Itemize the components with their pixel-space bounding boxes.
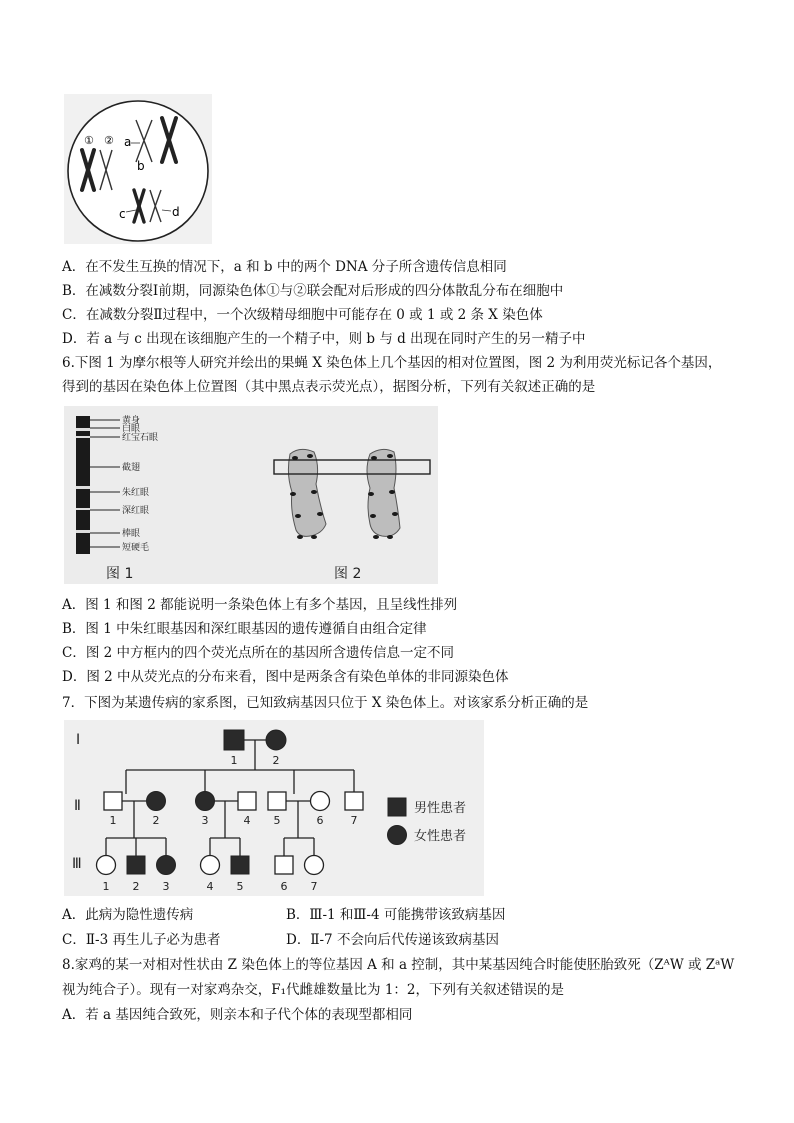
III-5-number: 5 bbox=[236, 880, 244, 893]
q6-option-b: B．图 1 中朱红眼基因和深红眼基因的遗传遵循自由组合定律 bbox=[62, 621, 427, 637]
legend-male-patient-icon bbox=[388, 798, 406, 816]
I-2-number: 2 bbox=[272, 754, 280, 767]
II-5-male bbox=[268, 792, 286, 810]
q6-figure bbox=[64, 406, 438, 584]
II-7-number: 7 bbox=[350, 814, 358, 827]
gene-label-6: 深红眼 bbox=[122, 506, 150, 516]
gene-label-8: 短硬毛 bbox=[122, 543, 150, 553]
q6-stem-line2: 得到的基因在染色体上位置图（其中黑点表示荧光点），据图分析，下列有关叙述正确的是 bbox=[62, 379, 596, 395]
fig1-caption: 图 1 bbox=[106, 566, 134, 582]
label-b: b bbox=[137, 159, 145, 173]
q6-option-d: D．图 2 中从荧光点的分布来看，图中是两条含有染色单体的非同源染色体 bbox=[62, 669, 509, 685]
II-2-number: 2 bbox=[152, 814, 160, 827]
q5-option-a: A．在不发生互换的情况下，a 和 b 中的两个 DNA 分子所含遗传信息相同 bbox=[62, 259, 507, 275]
III-4-number: 4 bbox=[206, 880, 214, 893]
III-2-affected-male bbox=[127, 856, 145, 874]
I-1-number: 1 bbox=[230, 754, 238, 767]
II-4-male bbox=[238, 792, 256, 810]
II-7-male bbox=[345, 792, 363, 810]
q7-stem: 7．下图为某遗传病的家系图，已知致病基因只位于 X 染色体上。对该家系分析正确的是 bbox=[62, 695, 589, 711]
gene-label-4: 截翅 bbox=[122, 463, 141, 473]
I-2-affected-female bbox=[266, 730, 286, 750]
gene-label-5: 朱红眼 bbox=[122, 488, 150, 498]
gen-label-1: Ⅰ bbox=[76, 732, 81, 748]
fig2-caption: 图 2 bbox=[334, 566, 362, 582]
q6-option-c: C．图 2 中方框内的四个荧光点所在的基因所含遗传信息一定不同 bbox=[62, 645, 455, 661]
III-6-male bbox=[275, 856, 293, 874]
q6-stem-line1: 6.下图 1 为摩尔根等人研究并绘出的果蝇 X 染色体上几个基因的相对位置图，图 2 为利用荧光标记各个基因， bbox=[62, 355, 722, 371]
II-5-number: 5 bbox=[273, 814, 281, 827]
II-6-female bbox=[311, 792, 330, 811]
q5-option-d: D．若 a 与 c 出现在该细胞产生的一个精子中，则 b 与 d 出现在同时产生的另一精子中 bbox=[62, 331, 586, 347]
label-2: ② bbox=[104, 134, 114, 147]
II-4-number: 4 bbox=[243, 814, 251, 827]
pedigree-chart bbox=[64, 720, 484, 896]
III-1-female bbox=[97, 856, 116, 875]
gene-label-3: 红宝石眼 bbox=[122, 433, 159, 443]
legend-female-patient-icon bbox=[388, 826, 407, 845]
II-2-affected-female bbox=[147, 792, 166, 811]
legend-male-patient: 男性患者 bbox=[414, 801, 467, 816]
fig1-chromosome bbox=[76, 416, 90, 554]
gene-label-7: 棒眼 bbox=[122, 529, 141, 539]
q5-option-c: C．在减数分裂Ⅱ过程中，一个次级精母细胞中可能存在 0 或 1 或 2 条 X 染色体 bbox=[62, 307, 543, 323]
III-5-affected-male bbox=[231, 856, 249, 874]
q8-option-a: A．若 a 基因纯合致死，则亲本和子代个体的表现型都相同 bbox=[62, 1007, 413, 1023]
III-6-number: 6 bbox=[280, 880, 288, 893]
III-7-number: 7 bbox=[310, 880, 318, 893]
cell-figure bbox=[64, 94, 212, 244]
q6-option-a: A．图 1 和图 2 都能说明一条染色体上有多个基因，且呈线性排列 bbox=[62, 597, 458, 613]
gen-label-2: Ⅱ bbox=[74, 798, 81, 814]
label-c: c bbox=[119, 207, 126, 221]
gene-label-1: 黄身 bbox=[122, 416, 141, 426]
gen-label-3: Ⅲ bbox=[72, 856, 82, 872]
q5-option-b: B．在减数分裂Ⅰ前期，同源染色体①与②联会配对后形成的四分体散乱分布在细胞中 bbox=[62, 283, 564, 299]
gene-label-2: 白眼 bbox=[122, 424, 141, 434]
q7-option-a: A．此病为隐性遗传病 bbox=[62, 907, 194, 923]
III-2-number: 2 bbox=[132, 880, 140, 893]
label-1: ① bbox=[84, 134, 94, 147]
III-3-affected-female bbox=[157, 856, 176, 875]
q7-option-b: B．Ⅲ-1 和Ⅲ-4 可能携带该致病基因 bbox=[286, 907, 506, 923]
legend-female-patient: 女性患者 bbox=[414, 829, 467, 844]
III-7-female bbox=[305, 856, 324, 875]
II-1-male bbox=[104, 792, 122, 810]
III-4-female bbox=[201, 856, 220, 875]
q8-stem-line2: 视为纯合子）。现有一对家鸡杂交，F₁代雌雄数量比为 1：2，下列有关叙述错误的是 bbox=[62, 982, 564, 998]
label-d: d bbox=[172, 205, 180, 219]
II-1-number: 1 bbox=[109, 814, 117, 827]
III-3-number: 3 bbox=[162, 880, 170, 893]
II-6-number: 6 bbox=[316, 814, 324, 827]
I-1-affected-male bbox=[224, 730, 244, 750]
q8-stem-line1: 8.家鸡的某一对相对性状由 Z 染色体上的等位基因 A 和 a 控制，其中某基因纯合时能使胚胎致死（ZᴬW 或 ZᵃW bbox=[62, 957, 735, 973]
II-3-affected-female bbox=[196, 792, 215, 811]
II-3-number: 3 bbox=[201, 814, 209, 827]
III-1-number: 1 bbox=[102, 880, 110, 893]
q7-option-c: C．Ⅱ-3 再生儿子必为患者 bbox=[62, 932, 221, 948]
label-a: a bbox=[124, 135, 132, 149]
q7-option-d: D．Ⅱ-7 不会向后代传递该致病基因 bbox=[286, 932, 499, 948]
